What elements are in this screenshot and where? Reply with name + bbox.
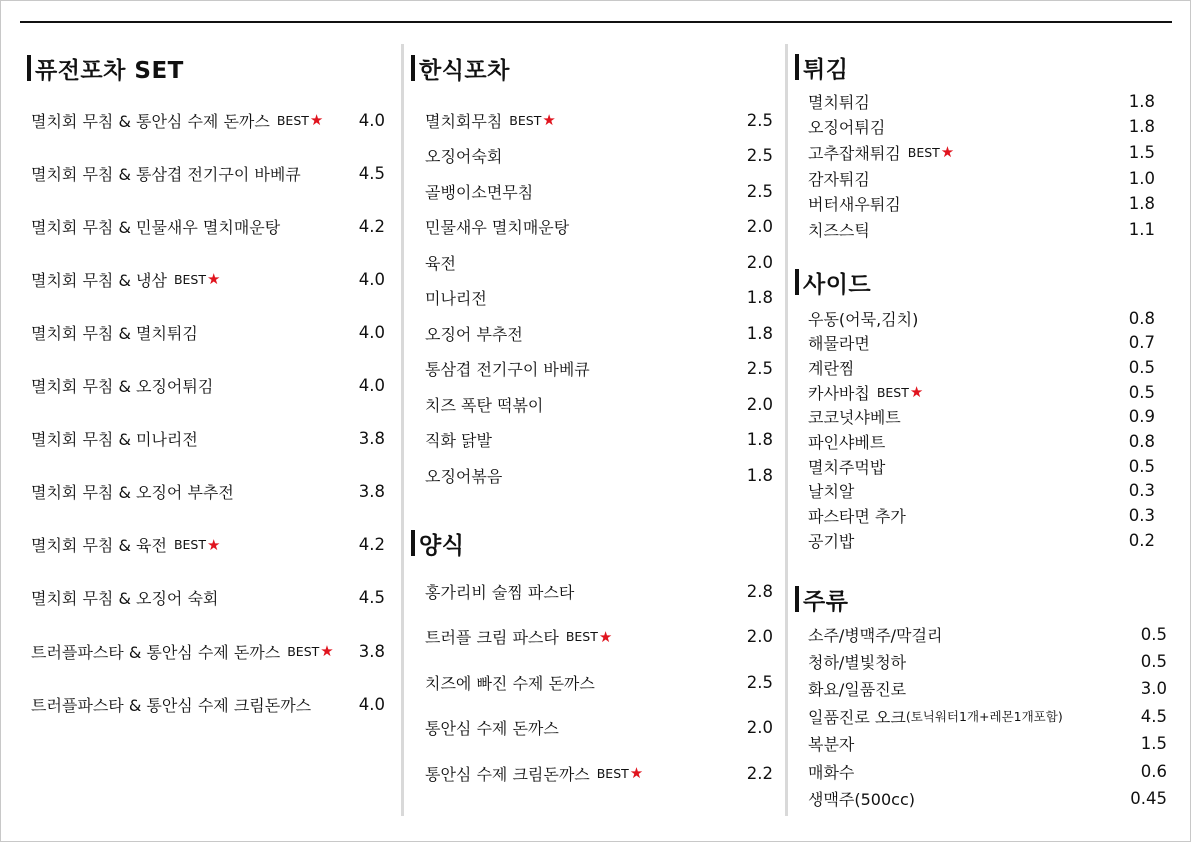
menu-item-name: 트러플 크림 파스타: [425, 628, 559, 648]
menu-item-price: 1.5: [1128, 142, 1155, 162]
menu-item-price: 0.5: [1140, 624, 1167, 644]
menu-item-name: 골뱅이소면무침: [425, 182, 534, 202]
menu-item: [31, 375, 385, 397]
menu-item-price: 2.5: [746, 110, 773, 130]
menu-item-price: 0.45: [1130, 788, 1167, 808]
menu-item-name: 파인샤베트: [808, 433, 886, 452]
menu-item: [31, 481, 385, 503]
menu-item-price: 1.8: [1128, 194, 1155, 214]
menu-item-name: 트러플파스타 & 통안심 수제 돈까스: [31, 642, 281, 662]
menu-item-label-group: [808, 650, 906, 673]
menu-item-name: 코코넛샤베트: [808, 408, 901, 428]
menu-item-label-group: [31, 533, 220, 556]
menu-item-name: 멸치튀김: [808, 92, 870, 112]
section-title-text: 주류: [803, 588, 849, 615]
menu-item: [31, 321, 385, 343]
menu-item-price: 1.8: [746, 288, 773, 307]
star-icon: ★: [542, 111, 556, 129]
menu-item-name: 멸치회무침: [425, 111, 503, 131]
menu-item: [808, 760, 1167, 782]
menu-item: [425, 580, 773, 602]
menu-item-name: 치즈 폭탄 떡볶이: [425, 395, 544, 415]
menu-item-price: 2.0: [746, 252, 773, 272]
menu-item-name: 육전: [425, 253, 456, 273]
star-icon: ★: [206, 535, 221, 554]
menu-item: [31, 162, 385, 184]
menu-item-name: 카사바칩: [808, 383, 870, 403]
best-badge: [597, 764, 644, 782]
menu-item-label-group: [808, 732, 854, 755]
menu-item: [31, 587, 385, 609]
menu-item-label-group: [31, 693, 311, 716]
menu-item-price: 0.5: [1140, 651, 1167, 671]
menu-item-price: 1.8: [1128, 91, 1155, 111]
menu-item-name: 멸치회 무침 & 오징어 숙회: [31, 589, 219, 609]
menu-item-label-group: [808, 623, 942, 646]
menu-item-price: 3.8: [358, 429, 385, 449]
menu-item-name: 통삼겹 전기구이 바베큐: [425, 360, 590, 379]
menu-item-label-group: [31, 374, 213, 397]
menu-item-name: 화요/일품진로: [808, 680, 907, 700]
star-icon: ★: [309, 111, 324, 129]
menu-item-price: 3.8: [358, 482, 385, 502]
menu-item: [425, 671, 773, 693]
best-badge-text: BEST: [287, 643, 320, 659]
menu-item-price: 4.0: [358, 694, 385, 714]
star-icon: ★: [320, 642, 334, 660]
menu-item-name: 멸치회 무침 & 오징어튀김: [31, 377, 214, 396]
menu-item-price: 2.0: [746, 718, 773, 738]
menu-item-name: 미나리전: [425, 289, 487, 308]
star-icon: ★: [206, 270, 221, 289]
menu-item-name: 직화 닭발: [425, 431, 492, 450]
menu-item-price: 0.7: [1128, 333, 1155, 353]
menu-item-label-group: [425, 716, 559, 739]
menu-item-label-group: [808, 677, 906, 700]
menu-item: [808, 623, 1167, 645]
menu-item-price: 4.0: [358, 322, 385, 342]
menu-item-label-group: [31, 427, 198, 450]
star-icon: ★: [629, 764, 644, 783]
menu-item-name: 멸치주먹밥: [808, 457, 886, 477]
menu-item-name: 오징어튀김: [808, 118, 886, 138]
menu-item-price: 2.2: [746, 763, 773, 783]
menu-item: [31, 693, 385, 715]
menu-item-label-group: [425, 580, 574, 603]
menu-item-name: 오징어 부추전: [425, 324, 523, 344]
menu-item-label-group: [425, 762, 643, 785]
best-badge-text: BEST: [276, 112, 309, 128]
menu-item: [425, 626, 773, 648]
menu-item-name: 복분자: [808, 735, 855, 755]
menu-item-price: 4.2: [358, 216, 385, 236]
menu-item-price: 0.5: [1128, 357, 1155, 377]
menu-item-label-group: [31, 321, 198, 344]
menu-item-name: 멸치회 무침 & 통안심 수제 돈까스: [31, 111, 270, 131]
menu-item-label-group: [31, 480, 234, 503]
menu-item: [808, 733, 1167, 755]
star-icon: ★: [940, 143, 955, 162]
menu-item-name: 소주/병맥주/막걸리: [808, 625, 943, 645]
menu-item-label-group: [31, 109, 323, 132]
best-badge-text: BEST: [509, 112, 542, 128]
menu-item-name: 파스타면 추가: [808, 507, 906, 527]
menu-item: [31, 534, 385, 556]
menu-item-price: 1.8: [1128, 117, 1155, 137]
menu-item-name: 일품진로 오크: [808, 707, 906, 727]
menu-item: [808, 678, 1167, 700]
menu-item-price: 3.0: [1140, 679, 1167, 699]
best-badge-text: BEST: [565, 629, 598, 645]
menu-item-label-group: [425, 625, 612, 648]
menu-item-label-group: [31, 268, 220, 291]
menu-item-name: 감자튀김: [808, 169, 870, 189]
menu-item-name: 트러플파스타 & 통안심 수제 크림돈까스: [31, 695, 312, 715]
menu-item-price: 0.6: [1140, 761, 1167, 781]
menu-item-name: 치즈스틱: [808, 221, 870, 240]
menu-item-price: 2.5: [746, 146, 773, 165]
best-badge: [277, 111, 324, 129]
menu-item-price: 1.5: [1140, 734, 1167, 754]
menu-item-name: 버터새우튀김: [808, 195, 901, 215]
menu-item-note: (토닉워터1개+레몬1개포함): [905, 709, 1063, 725]
menu-item-label-group: [808, 705, 1063, 728]
section-title: [411, 527, 464, 559]
menu-item-price: 4.5: [358, 588, 385, 608]
menu-item-label-group: [31, 586, 218, 609]
section-title-text: 한식포차: [419, 57, 510, 84]
menu-item-price: 0.5: [1128, 382, 1155, 402]
menu-item-price: 2.5: [746, 181, 773, 201]
menu-item-label-group: [31, 640, 334, 663]
section-title-text: 퓨전포차 SET: [35, 57, 184, 84]
menu-item-name: 고추잡채튀김: [808, 143, 901, 163]
menu-item-label-group: [808, 760, 854, 783]
menu-item-price: 0.5: [1128, 456, 1155, 476]
menu-item-name: 멸치회 무침 & 멸치튀김: [31, 323, 198, 343]
best-badge-text: BEST: [907, 144, 940, 160]
menu-item-price: 0.8: [1128, 308, 1155, 328]
menu-item-name: 매화수: [808, 762, 855, 782]
menu-item: [808, 650, 1167, 672]
menu-item-price: 2.5: [746, 359, 773, 378]
menu-item-price: 0.2: [1128, 530, 1155, 550]
best-badge-text: BEST: [596, 765, 629, 781]
menu-item-price: 0.3: [1128, 506, 1155, 526]
menu-item-name: 멸치회 무침 & 오징어 부추전: [31, 483, 234, 503]
title-bar-marker: [795, 586, 799, 612]
section-title-text: 튀김: [803, 56, 849, 83]
menu-item-price: 1.1: [1128, 220, 1155, 239]
menu-item-label-group: [425, 671, 595, 694]
menu-item-price: 0.3: [1128, 481, 1155, 501]
menu-item-label-group: [31, 162, 301, 185]
title-bar-marker: [27, 55, 31, 81]
title-bar-marker: [411, 530, 415, 556]
menu-item: [808, 705, 1167, 727]
menu-item: [425, 717, 773, 739]
menu-item-price: 1.8: [746, 465, 773, 485]
star-icon: ★: [598, 627, 613, 646]
menu-item-price: 4.5: [358, 163, 385, 183]
star-icon: ★: [909, 383, 924, 402]
menu-item-name: 홍가리비 술찜 파스타: [425, 582, 575, 602]
menu-item-price: 4.2: [358, 535, 385, 555]
menu-item-price: 1.8: [746, 323, 773, 343]
menu-item-name: 멸치회 무침 & 민물새우 멸치매운탕: [31, 217, 281, 237]
menu-item-name: 계란찜: [808, 358, 855, 378]
menu-item-price: 4.0: [358, 376, 385, 395]
section-fusion-set: [27, 0, 385, 842]
menu-item: [31, 640, 385, 662]
menu-item-name: 생맥주(500cc): [808, 789, 915, 809]
menu-item-price: 4.0: [358, 110, 385, 130]
menu-item: [31, 109, 385, 131]
menu-item: [808, 787, 1167, 809]
menu-item-name: 청하/별빛청하: [808, 652, 907, 672]
section-western: [411, 0, 773, 842]
best-badge: [287, 642, 334, 660]
best-badge: [174, 270, 221, 288]
menu-item-price: 2.8: [746, 581, 773, 601]
section-drinks: [795, 0, 1167, 842]
menu-item-price: 4.0: [358, 269, 385, 289]
menu-item: [425, 762, 773, 784]
column-divider-2: [785, 44, 788, 816]
section-title-text: 양식: [419, 532, 465, 559]
best-badge-text: BEST: [876, 384, 909, 400]
menu-item-name: 멸치회 무침 & 육전: [31, 536, 167, 556]
menu-item-label-group: [31, 215, 280, 238]
section-title-text: 사이드: [803, 271, 872, 298]
menu-item-price: 0.9: [1128, 407, 1155, 427]
menu-item-name: 치즈에 빠진 수제 돈까스: [425, 673, 595, 693]
menu-item: [31, 268, 385, 290]
column-divider-1: [401, 44, 404, 816]
menu-item: [31, 215, 385, 237]
menu-item-price: 3.8: [358, 641, 385, 661]
menu-item-price: 2.5: [746, 672, 773, 692]
menu-item-name: 날치알: [808, 482, 855, 502]
menu-item: [31, 428, 385, 450]
best-badge: [174, 536, 221, 554]
menu-item-name: 멸치회 무침 & 미나리전: [31, 430, 198, 450]
menu-item-price: 2.0: [746, 394, 773, 414]
menu-item-name: 멸치회 무침 & 냉삼: [31, 270, 167, 290]
menu-item-name: 공기밥: [808, 531, 855, 551]
best-badge-text: BEST: [173, 271, 206, 287]
menu-item-name: 멸치회 무침 & 통삼겹 전기구이 바베큐: [31, 164, 301, 184]
menu-item-name: 해물라면: [808, 334, 870, 354]
section-title: [795, 583, 848, 615]
menu-item-name: 민물새우 멸치매운탕: [425, 218, 570, 237]
menu-item-name: 통안심 수제 크림돈까스: [425, 764, 590, 784]
menu-item-price: 4.5: [1140, 706, 1167, 726]
menu-item-price: 1.8: [746, 430, 773, 449]
menu-item-price: 2.0: [746, 217, 773, 236]
best-badge-text: BEST: [173, 537, 206, 553]
menu-item-label-group: [808, 787, 915, 810]
menu-item-name: 오징어숙회: [425, 147, 503, 166]
menu-item-name: 통안심 수제 돈까스: [425, 719, 559, 739]
menu-item-price: 1.0: [1128, 168, 1155, 188]
menu-item-price: 0.8: [1128, 432, 1155, 451]
section-title: [27, 52, 184, 84]
menu-item-price: 2.0: [746, 627, 773, 647]
best-badge: [566, 628, 613, 646]
menu-item-name: 오징어볶음: [425, 466, 503, 486]
menu-item-name: 우동(어묵,김치): [808, 309, 919, 329]
